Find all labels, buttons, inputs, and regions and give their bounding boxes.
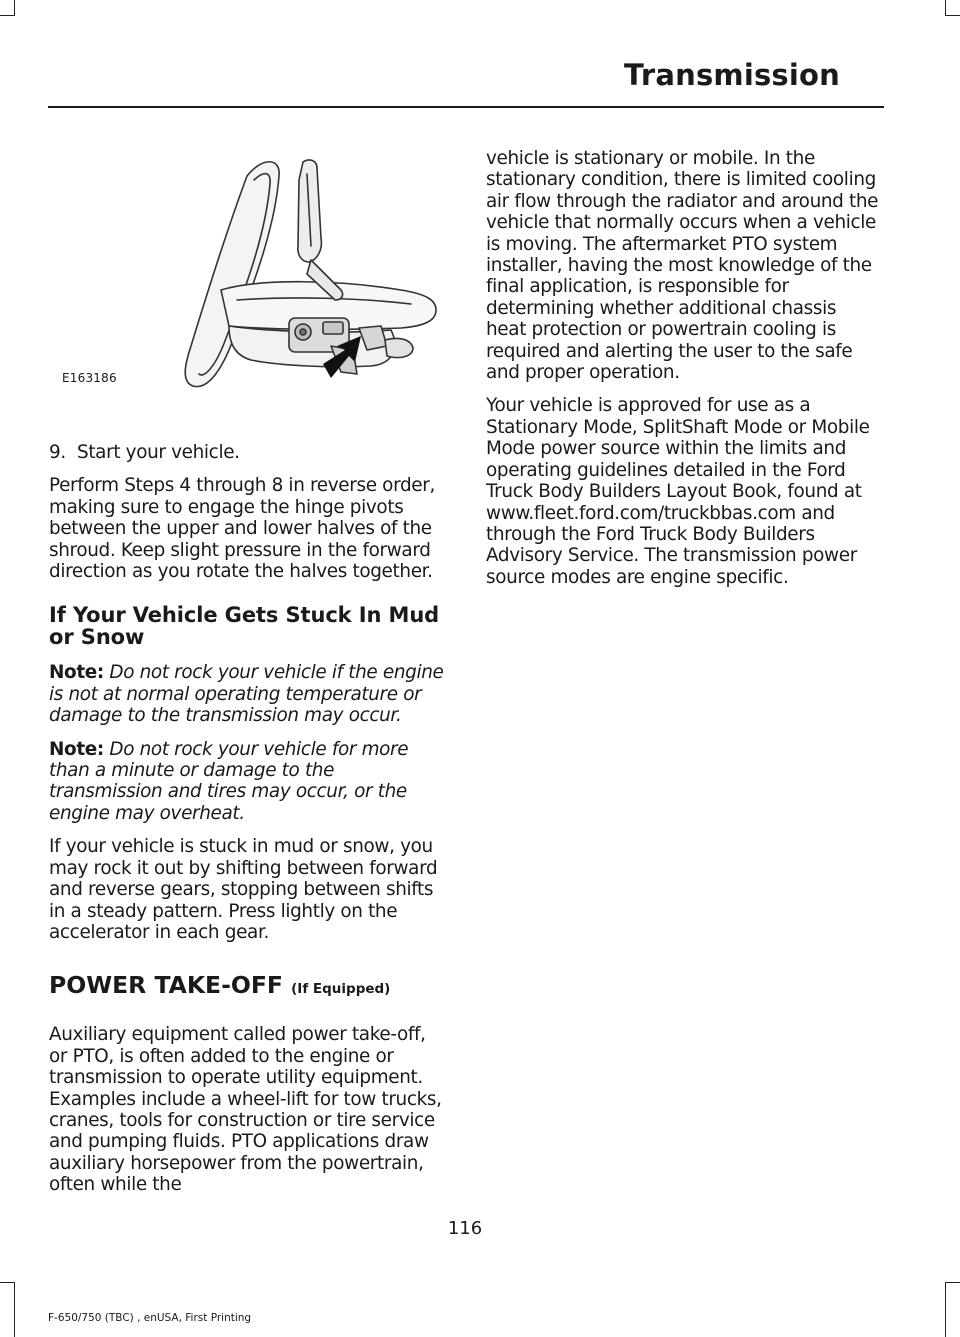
crop-mark <box>945 1282 946 1337</box>
page-number: 116 <box>447 1218 483 1239</box>
note-text: Do not rock your vehicle if the engine is not at normal operating temperature or damage to the transmission may occur. <box>49 662 444 727</box>
page-title: Transmission <box>624 58 840 92</box>
crop-mark <box>945 15 960 16</box>
note-label: Note: <box>49 738 104 760</box>
paragraph: If your vehicle is stuck in mud or snow, you may rock it out by shifting between forward and reverse gears, stopping between shifts in a steady pattern. Press lightly on the accelerator in each gear. <box>49 836 438 943</box>
subheading: If Your Vehicle Gets Stuck In Mud or Snow <box>49 603 440 650</box>
step-item <box>49 442 449 463</box>
note-text: Do not rock your vehicle for more than a minute or damage to the transmission and tires may occur, or the engine may overheat. <box>49 738 409 824</box>
crop-mark <box>14 0 15 16</box>
section-heading <box>49 972 449 1002</box>
left-column <box>49 442 449 1208</box>
steering-column-illustration <box>41 150 440 394</box>
paragraph: Perform Steps 4 through 8 in reverse order, making sure to engage the hinge pivots between the upper and lower halves of the shroud. Keep slight pressure in the forward direction as you rotate the halves together. <box>49 475 435 583</box>
footer-text: F-650/750 (TBC) , enUSA, First Printing <box>48 1312 252 1324</box>
crop-mark <box>945 0 946 16</box>
crop-mark <box>14 1282 15 1337</box>
note <box>49 662 449 726</box>
header-rule <box>48 106 884 108</box>
crop-mark <box>0 15 15 16</box>
note-label: Note: <box>49 662 104 684</box>
section-qualifier: (If Equipped) <box>291 981 391 998</box>
step-text: Start your vehicle. <box>77 442 240 463</box>
note <box>49 739 449 825</box>
step-number: 9. <box>49 442 66 463</box>
paragraph: Your vehicle is approved for use as a Stationary Mode, SplitShaft Mode or Mobile Mode power source within the limits and operating guidelines detailed in the Ford Truck Body Builders Layout Book, found at www.fleet.ford.com/truckbbas.com and through the Ford Truck Body Builders Advisory Service. The transmission power source modes are engine specific. <box>486 395 870 588</box>
paragraph: Auxiliary equipment called power take-off, or PTO, is often added to the engine or transmission to operate utility equipment. Examples include a wheel-lift for tow trucks, cranes, tools for construction or tire service and pumping fluids. PTO applications draw auxiliary horsepower from the powertrain, often while the <box>49 1024 442 1196</box>
crop-mark <box>0 1282 15 1283</box>
crop-mark <box>945 1282 960 1283</box>
section-heading-text: POWER TAKE-OFF <box>49 971 283 1000</box>
paragraph: vehicle is stationary or mobile. In the stationary condition, there is limited cooling air flow through the radiator and around the vehicle that normally occurs when a vehicle is moving. The aftermarket PTO system installer, having the most knowledge of the final application, is responsible for determining whether additional chassis heat protection or powertrain cooling is required and alerting the user to the safe and proper operation. <box>486 148 879 384</box>
right-column <box>486 148 881 600</box>
figure-code: E163186 <box>62 371 117 385</box>
